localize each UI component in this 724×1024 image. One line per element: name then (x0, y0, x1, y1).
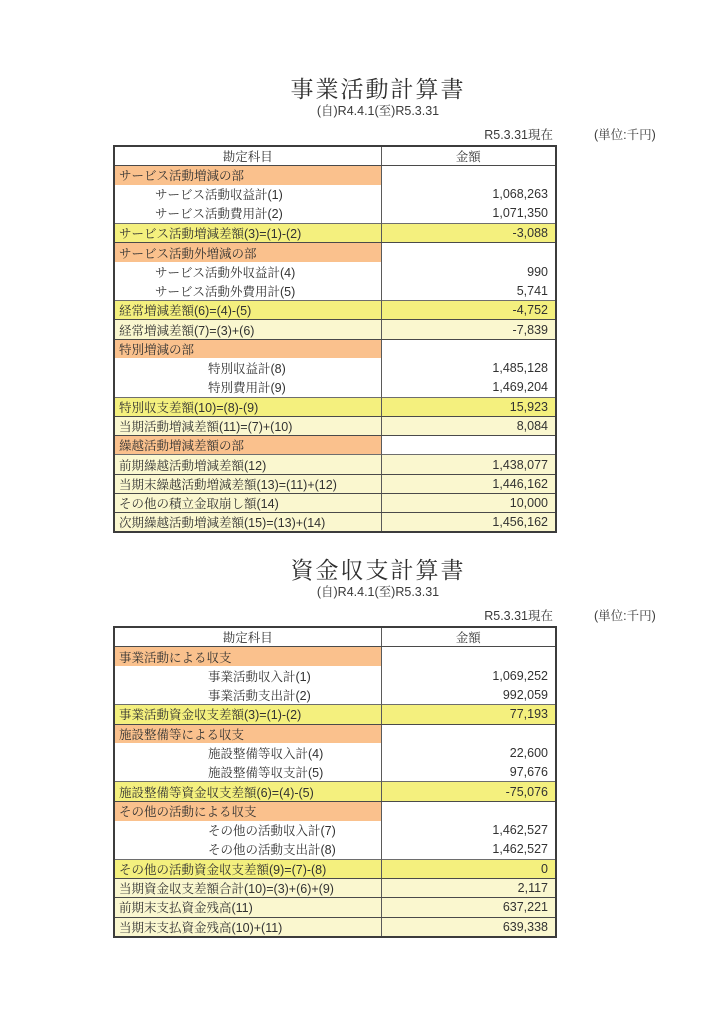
account-cell: サービス活動外増減の部 (114, 243, 381, 262)
account-cell: その他の活動収入計(7) (208, 824, 336, 839)
amount-cell (381, 647, 556, 666)
amount-cell: 1,485,128 (381, 358, 556, 377)
amount-cell: 5,741 (381, 281, 556, 300)
amount-cell: -7,839 (381, 320, 556, 339)
amount-cell (381, 339, 556, 358)
table-row (114, 513, 556, 533)
account-cell: 経常増減差額(6)=(4)-(5) (114, 301, 381, 320)
table-row (114, 685, 556, 704)
table-row (114, 358, 556, 377)
amount-cell: -4,752 (381, 301, 556, 320)
amount-cell: -3,088 (381, 223, 556, 242)
table-row (114, 301, 556, 320)
table-row (114, 436, 556, 455)
as-of-date: R5.3.31現在 (484, 609, 553, 624)
table-row (114, 185, 556, 204)
table-row (114, 859, 556, 878)
account-cell: 特別収益計(8) (208, 362, 286, 377)
account-cell: 経常増減差額(7)=(3)+(6) (114, 320, 381, 339)
amount-cell (381, 801, 556, 820)
table-row (114, 416, 556, 435)
amount-cell: 1,456,162 (381, 513, 556, 533)
account-cell: サービス活動増減差額(3)=(1)-(2) (114, 223, 381, 242)
amount-cell: 0 (381, 859, 556, 878)
table-row (114, 223, 556, 242)
account-cell: 前期繰越活動増減差額(12) (114, 455, 381, 474)
table-row (114, 898, 556, 917)
column-header-account: 勘定科目 (114, 146, 381, 166)
account-cell: その他の活動支出計(8) (208, 843, 336, 858)
account-cell: 施設整備等収入計(4) (208, 746, 324, 761)
statement-period: (自)R4.4.1(至)R5.3.31 (316, 585, 440, 600)
amount-cell: 2,117 (381, 878, 556, 897)
amount-cell: 1,069,252 (381, 666, 556, 685)
unit-note: (単位:千円) (594, 128, 656, 142)
amount-cell (381, 436, 556, 455)
amount-cell: 1,068,263 (381, 185, 556, 204)
account-cell: その他の積立金取崩し額(14) (114, 494, 381, 513)
table-body (114, 647, 556, 937)
table-row (114, 821, 556, 840)
unit-note: (単位:千円) (594, 609, 656, 624)
amount-cell: 1,462,527 (381, 840, 556, 859)
table-row (114, 281, 556, 300)
amount-cell: 15,923 (381, 397, 556, 416)
table-row (114, 262, 556, 281)
table-row (114, 801, 556, 820)
amount-cell: 1,438,077 (381, 455, 556, 474)
table-body (114, 166, 556, 533)
amount-cell (381, 724, 556, 743)
statement-period: (自)R4.4.1(至)R5.3.31 (316, 104, 440, 118)
account-cell: 次期繰越活動増減差額(15)=(13)+(14) (114, 513, 381, 533)
account-cell: 特別収支差額(10)=(8)-(9) (114, 397, 381, 416)
account-cell: 施設整備等による収支 (114, 724, 381, 743)
table-row (114, 647, 556, 666)
as-of-date: R5.3.31現在 (484, 128, 553, 142)
table-row (114, 204, 556, 223)
table-row (114, 166, 556, 185)
account-cell: 特別費用計(9) (208, 381, 286, 396)
account-cell: 当期活動増減差額(11)=(7)+(10) (114, 416, 381, 435)
table-row (114, 705, 556, 724)
account-cell: 事業活動支出計(2) (208, 688, 311, 703)
amount-cell: 1,469,204 (381, 378, 556, 397)
account-cell: 当期末繰越活動増減差額(13)=(11)+(12) (114, 474, 381, 493)
table-row (114, 878, 556, 897)
statement-meta (113, 127, 656, 143)
amount-cell: 10,000 (381, 494, 556, 513)
column-header-amount: 金額 (381, 146, 556, 166)
amount-cell: 990 (381, 262, 556, 281)
statement-meta (113, 608, 656, 624)
table-row (114, 840, 556, 859)
accounts-table (113, 626, 557, 937)
column-header-account: 勘定科目 (114, 627, 381, 647)
table-row (114, 243, 556, 262)
amount-cell: 77,193 (381, 705, 556, 724)
account-cell: サービス活動収益計(1) (155, 188, 283, 203)
amount-cell: 22,600 (381, 743, 556, 762)
amount-cell: -75,076 (381, 782, 556, 801)
account-cell: サービス活動外収益計(4) (155, 265, 296, 280)
account-cell: 当期末支払資金残高(10)+(11) (114, 917, 381, 937)
table-row (114, 455, 556, 474)
amount-cell: 1,071,350 (381, 204, 556, 223)
table-row (114, 917, 556, 937)
amount-cell (381, 243, 556, 262)
account-cell: 繰越活動増減差額の部 (114, 436, 381, 455)
statement-section (0, 76, 724, 533)
account-cell: 施設整備等収支計(5) (208, 766, 324, 781)
table-row (114, 743, 556, 762)
table-row (114, 782, 556, 801)
account-cell: その他の活動による収支 (114, 801, 381, 820)
statement-header (16, 557, 724, 601)
amount-cell: 637,221 (381, 898, 556, 917)
table-row (114, 494, 556, 513)
account-cell: 事業活動による収支 (114, 647, 381, 666)
statement-title: 事業活動計算書 (290, 76, 466, 102)
account-cell: サービス活動外費用計(5) (155, 284, 296, 299)
table-row (114, 339, 556, 358)
table-row (114, 320, 556, 339)
table-row (114, 666, 556, 685)
account-cell: 施設整備等資金収支差額(6)=(4)-(5) (114, 782, 381, 801)
table-row (114, 724, 556, 743)
table-row (114, 763, 556, 782)
account-cell: 前期末支払資金残高(11) (114, 898, 381, 917)
account-cell: 特別増減の部 (114, 339, 381, 358)
column-header-amount: 金額 (381, 627, 556, 647)
statement-section (0, 557, 724, 937)
statement-title: 資金収支計算書 (290, 557, 466, 584)
table-row (114, 378, 556, 397)
account-cell: サービス活動費用計(2) (155, 207, 283, 222)
statement-header (16, 76, 724, 120)
table-header-row (114, 627, 556, 647)
account-cell: 事業活動資金収支差額(3)=(1)-(2) (114, 705, 381, 724)
amount-cell: 992,059 (381, 685, 556, 704)
table-header-row (114, 146, 556, 166)
amount-cell: 1,462,527 (381, 821, 556, 840)
amount-cell: 8,084 (381, 416, 556, 435)
accounts-table (113, 145, 557, 533)
amount-cell: 639,338 (381, 917, 556, 937)
table-row (114, 474, 556, 493)
account-cell: その他の活動資金収支差額(9)=(7)-(8) (114, 859, 381, 878)
amount-cell: 97,676 (381, 763, 556, 782)
table-row (114, 397, 556, 416)
amount-cell: 1,446,162 (381, 474, 556, 493)
account-cell: 当期資金収支差額合計(10)=(3)+(6)+(9) (114, 878, 381, 897)
account-cell: サービス活動増減の部 (114, 166, 381, 185)
amount-cell (381, 166, 556, 185)
account-cell: 事業活動収入計(1) (208, 669, 311, 684)
